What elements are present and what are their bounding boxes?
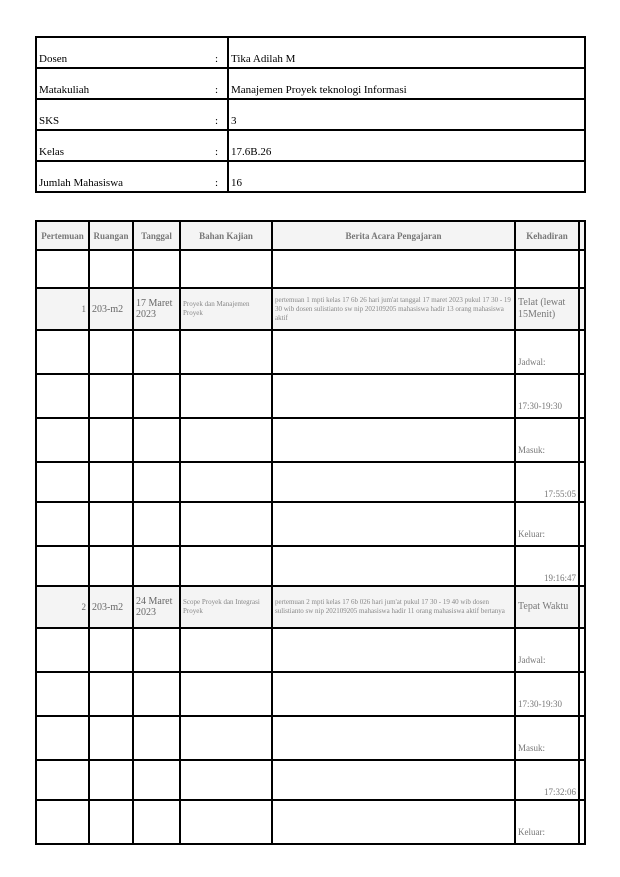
table-row	[36, 716, 585, 760]
header-ruangan: Ruangan	[89, 221, 133, 250]
table-row	[36, 330, 585, 374]
meeting-table	[35, 220, 586, 845]
masuk-value: 17:32:06	[515, 760, 579, 800]
table-row	[36, 672, 585, 716]
meeting-report: pertemuan 2 mpti kelas 17 6b 026 hari jum'at pukul 17 30 - 19 40 wib dosen sulistianto sw nip 202109205 mahasiswa hadir 11 orang mahasiswa aktif bertanya	[272, 586, 515, 628]
header-berita-acara: Berita Acara Pengajaran	[272, 221, 515, 250]
keluar-label: Keluar:	[515, 502, 579, 546]
info-value: 17.6B.26	[228, 130, 585, 161]
table-header-row	[36, 221, 585, 250]
table-row	[36, 760, 585, 800]
info-colon: :	[206, 37, 228, 68]
table-row-meeting-2	[36, 586, 585, 628]
jadwal-value: 17:30-19:30	[515, 374, 579, 418]
info-colon: :	[206, 130, 228, 161]
meeting-room: 203-m2	[89, 288, 133, 330]
header-spacer	[579, 221, 585, 250]
header-bahan-kajian: Bahan Kajian	[180, 221, 272, 250]
meeting-status: Telat (lewat 15Menit)	[515, 288, 579, 330]
masuk-label: Masuk:	[515, 716, 579, 760]
table-row	[36, 418, 585, 462]
jadwal-label: Jadwal:	[515, 628, 579, 672]
table-row-meeting-1	[36, 288, 585, 330]
info-label: SKS	[36, 99, 206, 130]
info-row-dosen	[36, 37, 585, 68]
header-kehadiran: Kehadiran	[515, 221, 579, 250]
info-colon: :	[206, 161, 228, 192]
table-row	[36, 800, 585, 844]
info-row-kelas	[36, 130, 585, 161]
header-pertemuan: Pertemuan	[36, 221, 89, 250]
table-row-empty	[36, 250, 585, 288]
meeting-topic: Scope Proyek dan Integrasi Proyek	[180, 586, 272, 628]
info-value: 3	[228, 99, 585, 130]
info-colon: :	[206, 68, 228, 99]
meeting-date: 24 Maret 2023	[133, 586, 180, 628]
info-value: Tika Adilah M	[228, 37, 585, 68]
info-row-matakuliah	[36, 68, 585, 99]
masuk-label: Masuk:	[515, 418, 579, 462]
table-row	[36, 546, 585, 586]
info-value: 16	[228, 161, 585, 192]
course-info-table	[35, 36, 586, 193]
jadwal-label: Jadwal:	[515, 330, 579, 374]
info-row-jumlah-mahasiswa	[36, 161, 585, 192]
meeting-status: Tepat Waktu	[515, 586, 579, 628]
info-value: Manajemen Proyek teknologi Informasi	[228, 68, 585, 99]
info-label: Kelas	[36, 130, 206, 161]
info-label: Matakuliah	[36, 68, 206, 99]
table-row	[36, 374, 585, 418]
keluar-label: Keluar:	[515, 800, 579, 844]
info-label: Dosen	[36, 37, 206, 68]
meeting-date: 17 Maret 2023	[133, 288, 180, 330]
info-colon: :	[206, 99, 228, 130]
meeting-topic: Proyek dan Manajemen Proyek	[180, 288, 272, 330]
keluar-value: 19:16:47	[515, 546, 579, 586]
info-row-sks	[36, 99, 585, 130]
info-label: Jumlah Mahasiswa	[36, 161, 206, 192]
meeting-room: 203-m2	[89, 586, 133, 628]
table-row	[36, 502, 585, 546]
header-tanggal: Tanggal	[133, 221, 180, 250]
meeting-number: 1	[36, 288, 89, 330]
table-row	[36, 628, 585, 672]
meeting-report: pertemuan 1 mpti kelas 17 6b 26 hari jum'at tanggal 17 maret 2023 pukul 17 30 - 19 30 wib dosen sulistianto sw nip 202109205 mahasiswa hadir 13 orang mahasiswa aktif	[272, 288, 515, 330]
jadwal-value: 17:30-19:30	[515, 672, 579, 716]
table-row	[36, 462, 585, 502]
meeting-number: 2	[36, 586, 89, 628]
masuk-value: 17:55:05	[515, 462, 579, 502]
